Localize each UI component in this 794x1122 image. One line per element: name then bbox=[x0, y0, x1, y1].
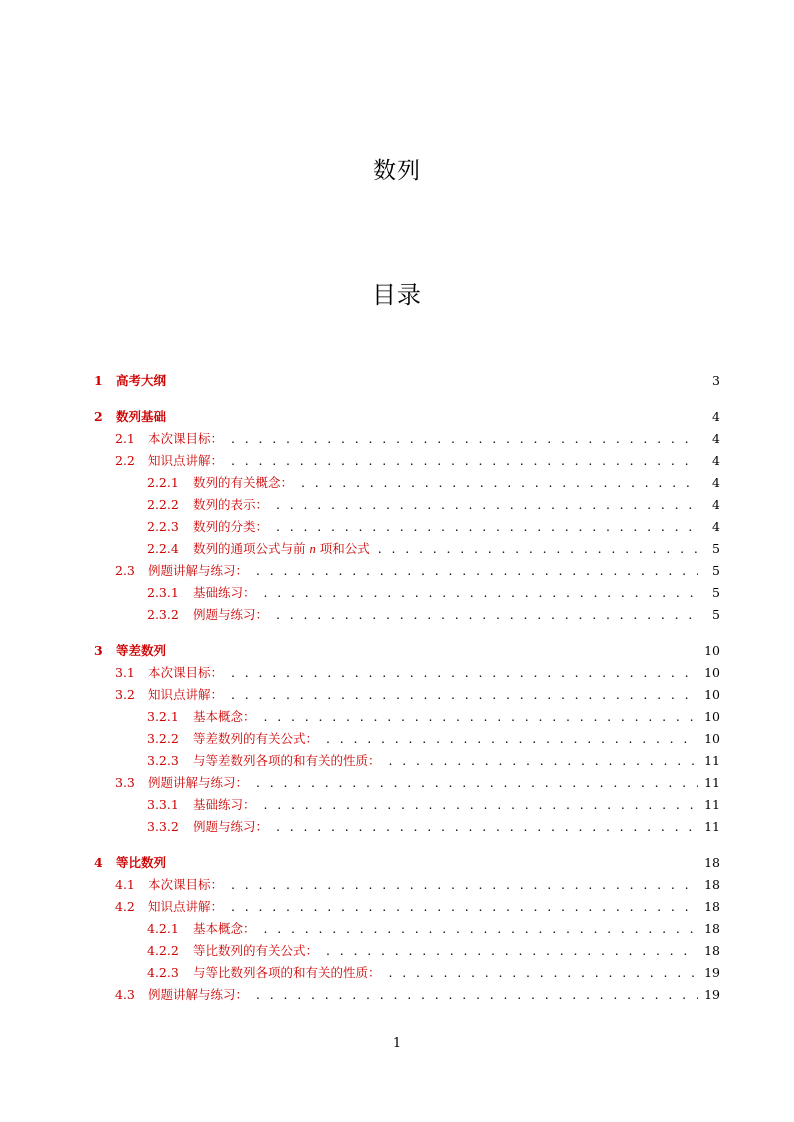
toc-entry-page: 19 bbox=[704, 965, 720, 980]
toc-entry-label: 本次课目标： bbox=[148, 431, 224, 446]
toc-entry-label: 数列基础 bbox=[116, 409, 167, 424]
toc-entry-subsection-4-2-2[interactable] bbox=[94, 940, 720, 962]
toc-entry-subsection-2-2-1[interactable] bbox=[94, 472, 720, 494]
toc-entry-page: 18 bbox=[704, 899, 720, 914]
dot-leader bbox=[389, 962, 698, 984]
toc-entry-label: 数列的分类： bbox=[193, 519, 269, 534]
toc-entry-label: 等差数列的有关公式： bbox=[193, 731, 319, 746]
toc-entry-number: 4.3 bbox=[115, 987, 135, 1002]
toc-entry-number: 3.1 bbox=[115, 665, 135, 680]
toc-entry-label: 与等差数列各项的和有关的性质： bbox=[193, 753, 381, 768]
toc-entry-label: 等比数列 bbox=[116, 855, 167, 870]
toc-entry-label: 等差数列 bbox=[116, 643, 167, 658]
toc-entry-page: 18 bbox=[704, 877, 720, 892]
toc-entry-section-3-2[interactable] bbox=[94, 684, 720, 706]
dot-leader bbox=[264, 794, 698, 816]
toc-entry-page: 11 bbox=[704, 819, 720, 834]
toc-entry-page: 10 bbox=[704, 643, 720, 658]
toc-entry-subsection-2-3-1[interactable] bbox=[94, 582, 720, 604]
toc-entry-page: 18 bbox=[704, 921, 720, 936]
dot-leader bbox=[231, 684, 698, 706]
toc-entry-subsection-3-3-1[interactable] bbox=[94, 794, 720, 816]
toc-entry-page: 11 bbox=[704, 775, 720, 790]
toc-entry-number: 3.3.2 bbox=[147, 819, 179, 834]
toc-entry-number: 4 bbox=[94, 855, 103, 870]
toc-entry-section-2-2[interactable] bbox=[94, 450, 720, 472]
toc-entry-label: 知识点讲解： bbox=[148, 453, 224, 468]
toc-entry-section-2-1[interactable] bbox=[94, 428, 720, 450]
toc-entry-chapter-1[interactable] bbox=[94, 370, 720, 392]
toc-entry-label: 知识点讲解： bbox=[148, 687, 224, 702]
dot-leader bbox=[276, 816, 698, 838]
toc-entry-page: 4 bbox=[712, 409, 720, 424]
math-variable-n: n bbox=[309, 542, 316, 556]
dot-leader bbox=[276, 604, 698, 626]
toc-entry-number: 1 bbox=[94, 373, 103, 388]
toc-entry-section-3-1[interactable] bbox=[94, 662, 720, 684]
toc-entry-page: 18 bbox=[704, 855, 720, 870]
toc-entry-label: 知识点讲解： bbox=[148, 899, 224, 914]
toc-entry-number: 2 bbox=[94, 409, 103, 424]
toc-entry-number: 2.1 bbox=[115, 431, 135, 446]
toc-entry-label: 基本概念： bbox=[193, 709, 256, 724]
toc-entry-label: 本次课目标： bbox=[148, 665, 224, 680]
dot-leader bbox=[276, 494, 698, 516]
toc-entry-number: 4.1 bbox=[115, 877, 135, 892]
toc-entry-page: 4 bbox=[712, 453, 720, 468]
toc-entry-number: 2.2.3 bbox=[147, 519, 179, 534]
toc-entry-subsection-3-2-3[interactable] bbox=[94, 750, 720, 772]
toc-entry-page: 11 bbox=[704, 753, 720, 768]
dot-leader bbox=[231, 896, 698, 918]
toc-entry-page: 10 bbox=[704, 731, 720, 746]
toc-entry-subsection-3-2-2[interactable] bbox=[94, 728, 720, 750]
toc-entry-subsection-2-2-2[interactable] bbox=[94, 494, 720, 516]
toc-entry-section-3-3[interactable] bbox=[94, 772, 720, 794]
toc-entry-page: 10 bbox=[704, 687, 720, 702]
toc-entry-number: 2.3.2 bbox=[147, 607, 179, 622]
toc-entry-label: 基础练习： bbox=[193, 585, 256, 600]
dot-leader bbox=[256, 560, 698, 582]
toc-entry-label: 基本概念： bbox=[193, 921, 256, 936]
toc-entry-number: 3.2.1 bbox=[147, 709, 179, 724]
toc-entry-page: 19 bbox=[704, 987, 720, 1002]
dot-leader bbox=[231, 662, 698, 684]
dot-leader bbox=[326, 940, 698, 962]
dot-leader bbox=[326, 728, 698, 750]
toc-entry-subsection-2-2-3[interactable] bbox=[94, 516, 720, 538]
toc-entry-subsection-4-2-3[interactable] bbox=[94, 962, 720, 984]
toc-entry-page: 5 bbox=[712, 607, 720, 622]
toc-entry-number: 3.2 bbox=[115, 687, 135, 702]
toc-entry-number: 3.2.2 bbox=[147, 731, 179, 746]
toc-entry-number: 4.2.2 bbox=[147, 943, 179, 958]
toc-entry-number: 3 bbox=[94, 643, 103, 658]
toc-entry-label bbox=[193, 538, 370, 560]
toc-entry-page: 4 bbox=[712, 519, 720, 534]
toc-entry-label-after: 项和公式 bbox=[315, 541, 370, 556]
toc-entry-label: 例题与练习： bbox=[193, 819, 269, 834]
toc-entry-page: 10 bbox=[704, 709, 720, 724]
toc-entry-page: 5 bbox=[712, 563, 720, 578]
dot-leader bbox=[264, 706, 698, 728]
dot-leader bbox=[276, 516, 698, 538]
dot-leader bbox=[378, 538, 698, 560]
dot-leader bbox=[301, 472, 698, 494]
dot-leader bbox=[256, 984, 698, 1006]
toc-entry-label-before: 数列的通项公式与前 bbox=[193, 541, 310, 556]
toc-entry-label: 数列的表示： bbox=[193, 497, 269, 512]
toc-entry-page: 3 bbox=[712, 373, 720, 388]
toc-entry-number: 2.2.4 bbox=[147, 541, 179, 556]
toc-entry-label: 例题与练习： bbox=[193, 607, 269, 622]
toc-entry-section-4-3[interactable] bbox=[94, 984, 720, 1006]
toc-entry-page: 4 bbox=[712, 497, 720, 512]
toc-entry-label: 例题讲解与练习： bbox=[148, 563, 249, 578]
toc-entry-subsection-2-2-4[interactable] bbox=[94, 538, 720, 560]
toc-entry-subsection-3-3-2[interactable] bbox=[94, 816, 720, 838]
toc-entry-subsection-3-2-1[interactable] bbox=[94, 706, 720, 728]
toc-entry-label: 例题讲解与练习： bbox=[148, 987, 249, 1002]
toc-entry-number: 2.2.1 bbox=[147, 475, 179, 490]
dot-leader bbox=[231, 428, 698, 450]
toc-entry-label: 与等比数列各项的和有关的性质： bbox=[193, 965, 381, 980]
dot-leader bbox=[264, 582, 698, 604]
document-title: 数列 bbox=[373, 158, 421, 184]
toc-entry-chapter-2[interactable] bbox=[94, 406, 720, 428]
toc-entry-page: 4 bbox=[712, 475, 720, 490]
toc-entry-number: 4.2.3 bbox=[147, 965, 179, 980]
toc-entry-label: 本次课目标： bbox=[148, 877, 224, 892]
dot-leader bbox=[231, 874, 698, 896]
toc-heading: 目录 bbox=[372, 281, 422, 309]
toc-entry-subsection-4-2-1[interactable] bbox=[94, 918, 720, 940]
toc-entry-number: 2.3.1 bbox=[147, 585, 179, 600]
dot-leader bbox=[231, 450, 698, 472]
toc-entry-number: 3.3.1 bbox=[147, 797, 179, 812]
table-of-contents bbox=[94, 370, 720, 1006]
toc-entry-page: 10 bbox=[704, 665, 720, 680]
toc-entry-number: 3.2.3 bbox=[147, 753, 179, 768]
toc-entry-chapter-4[interactable] bbox=[94, 852, 720, 874]
toc-entry-label: 基础练习： bbox=[193, 797, 256, 812]
toc-entry-chapter-3[interactable] bbox=[94, 640, 720, 662]
toc-entry-number: 2.2 bbox=[115, 453, 135, 468]
toc-entry-page: 5 bbox=[712, 541, 720, 556]
toc-entry-label: 数列的有关概念： bbox=[193, 475, 294, 490]
toc-entry-number: 2.2.2 bbox=[147, 497, 179, 512]
toc-entry-label: 高考大纲 bbox=[116, 373, 167, 388]
toc-entry-section-4-1[interactable] bbox=[94, 874, 720, 896]
dot-leader bbox=[264, 918, 698, 940]
toc-entry-page: 11 bbox=[704, 797, 720, 812]
dot-leader bbox=[389, 750, 698, 772]
toc-entry-label: 等比数列的有关公式： bbox=[193, 943, 319, 958]
toc-entry-page: 18 bbox=[704, 943, 720, 958]
page-number: 1 bbox=[392, 1036, 402, 1051]
toc-entry-label: 例题讲解与练习： bbox=[148, 775, 249, 790]
toc-entry-number: 3.3 bbox=[115, 775, 135, 790]
toc-entry-page: 5 bbox=[712, 585, 720, 600]
toc-entry-number: 2.3 bbox=[115, 563, 135, 578]
dot-leader bbox=[256, 772, 698, 794]
toc-entry-section-2-3[interactable] bbox=[94, 560, 720, 582]
toc-entry-section-4-2[interactable] bbox=[94, 896, 720, 918]
toc-entry-number: 4.2 bbox=[115, 899, 135, 914]
toc-entry-number: 4.2.1 bbox=[147, 921, 179, 936]
toc-entry-page: 4 bbox=[712, 431, 720, 446]
toc-entry-subsection-2-3-2[interactable] bbox=[94, 604, 720, 626]
